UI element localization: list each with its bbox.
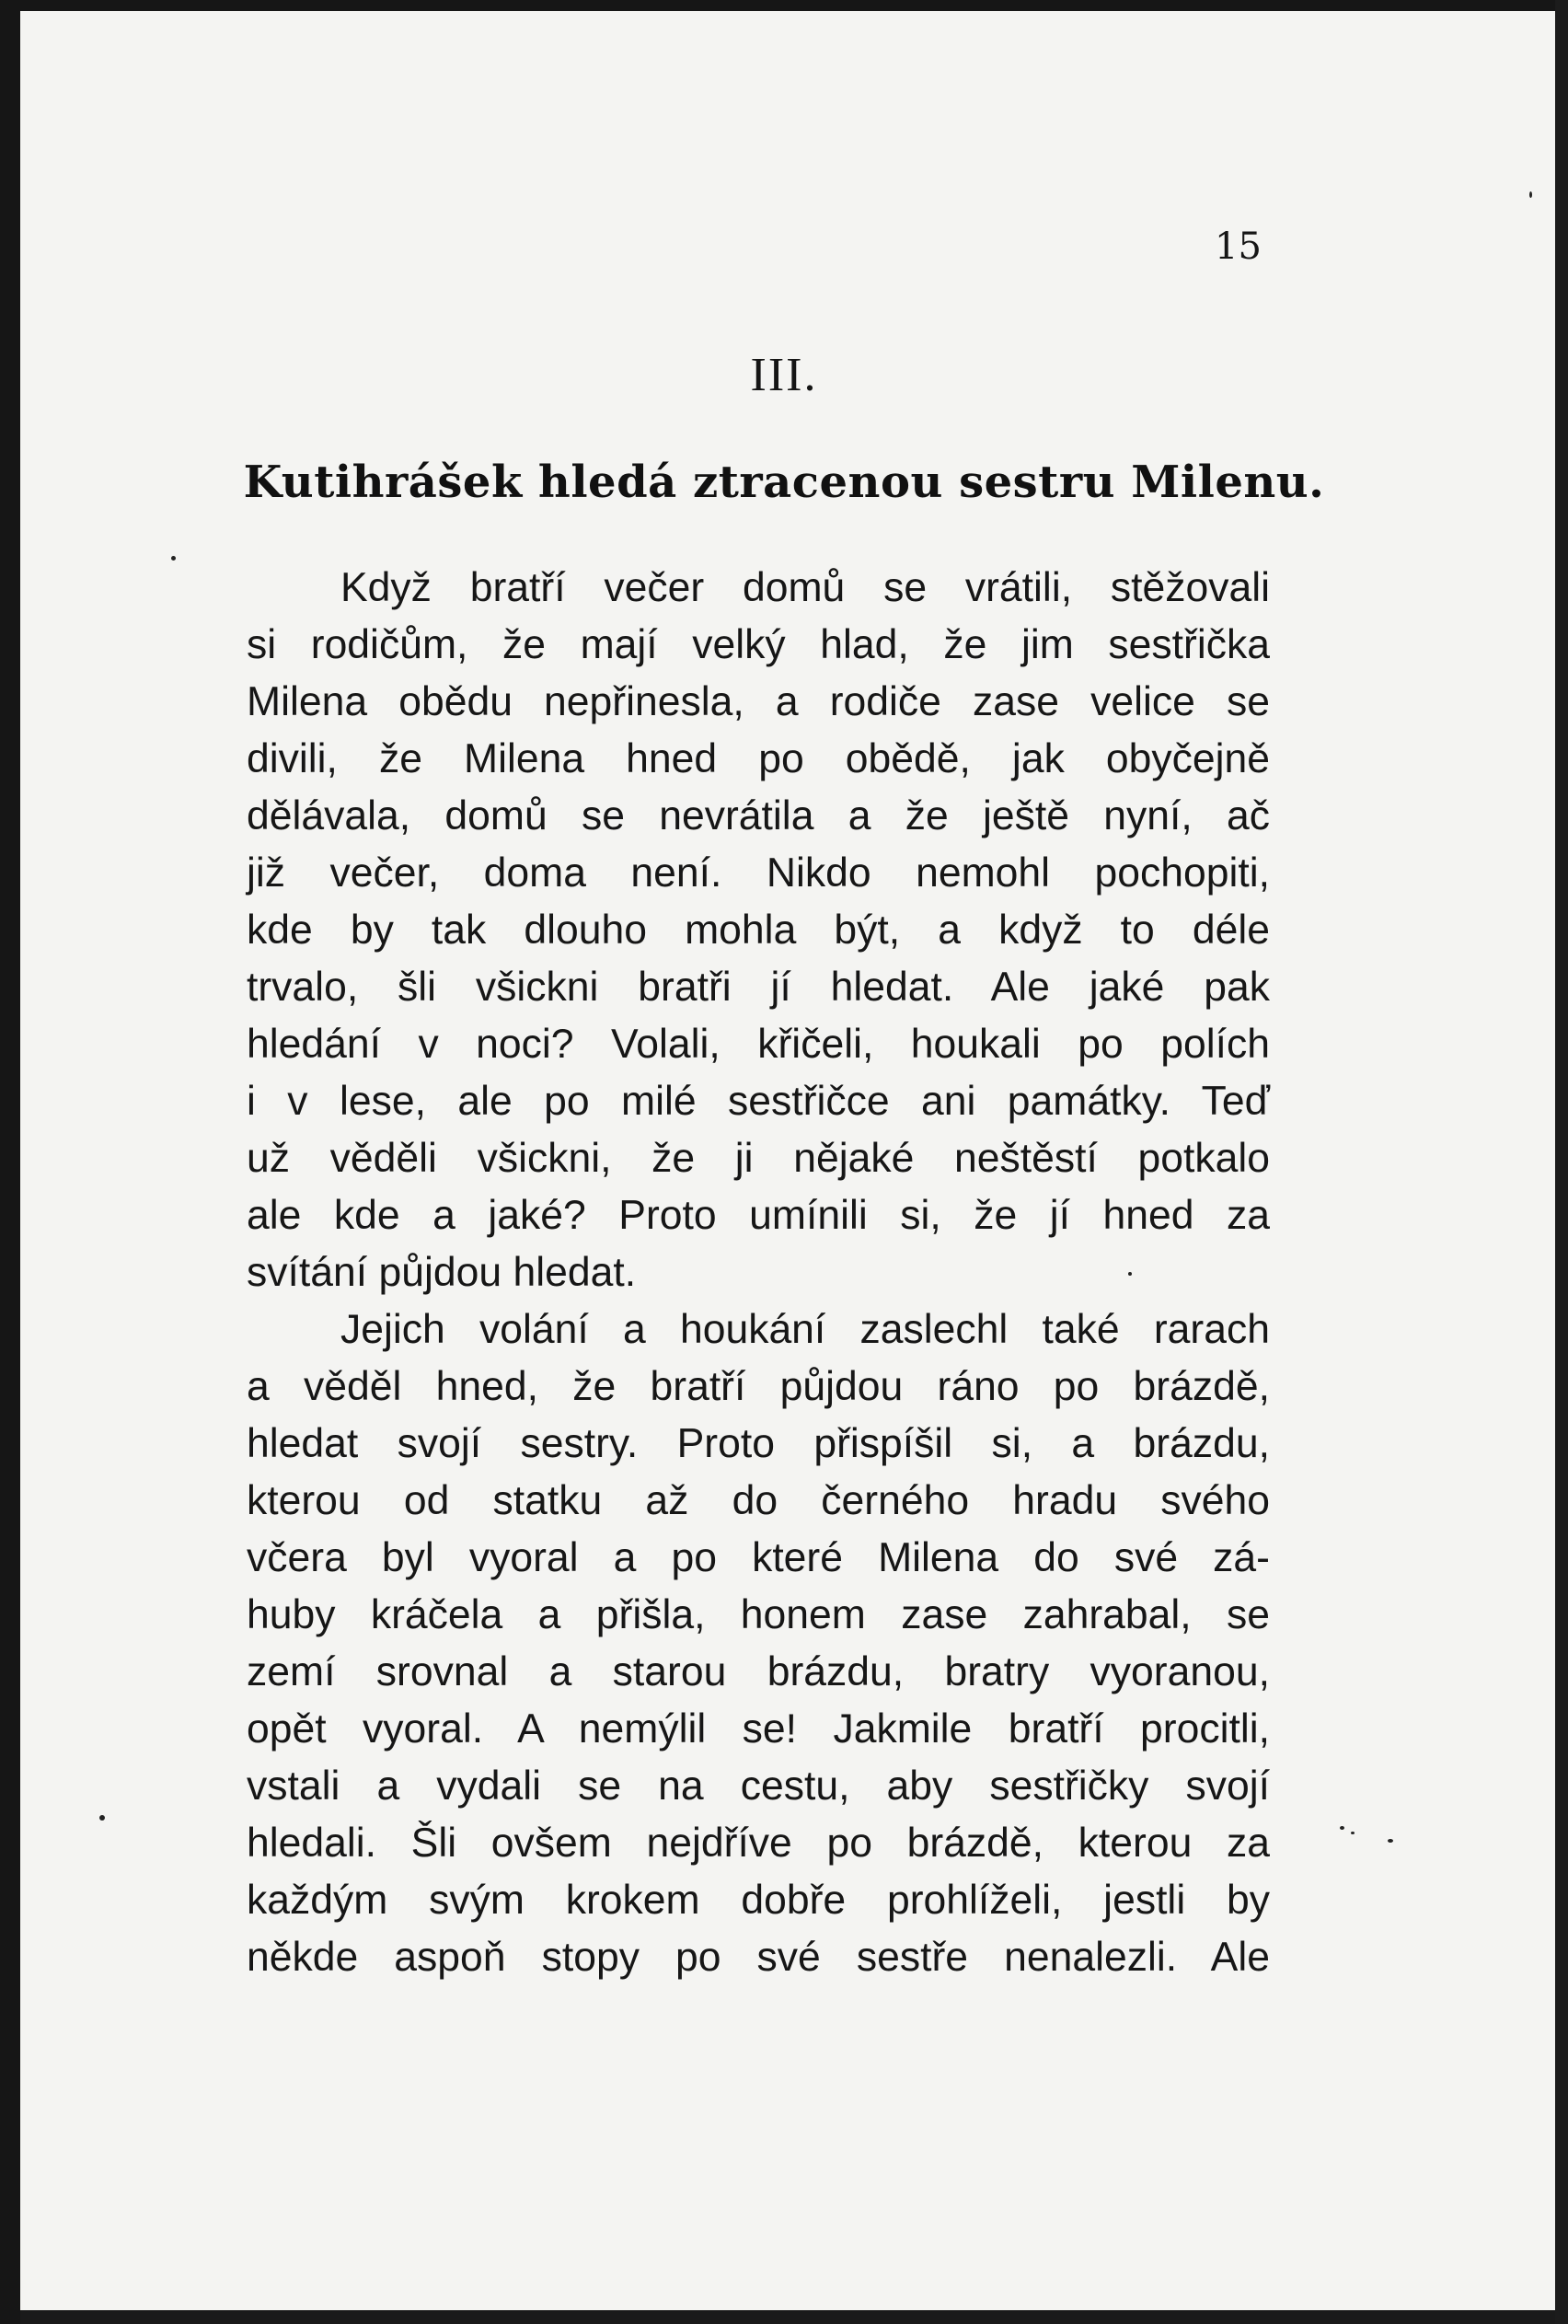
- text-line: hledání v noci? Volali, křičeli, houkali po polích: [247, 1022, 1270, 1067]
- scan-speck: [1128, 1272, 1132, 1276]
- text-line: dělávala, domů se nevrátila a že ještě nyní, ač: [247, 793, 1270, 838]
- chapter-number: III.: [750, 349, 818, 401]
- text-line: trvalo, šli všickni bratři jí hledat. Ale jaké pak: [247, 965, 1270, 1010]
- text-line: kde by tak dlouho mohla být, a když to déle: [247, 908, 1270, 953]
- text-line: hledali. Šli ovšem nejdříve po brázdě, kterou za: [247, 1821, 1270, 1866]
- text-line: Jejich volání a houkání zaslechl také rarach: [340, 1307, 1270, 1352]
- text-line: už věděli všickni, že ji nějaké neštěstí potkalo: [247, 1136, 1270, 1181]
- text-line: ale kde a jaké? Proto umínili si, že jí hned za: [247, 1193, 1270, 1238]
- scan-speck: [99, 1815, 105, 1821]
- text-line: vstali a vydali se na cestu, aby sestřičky svojí: [247, 1763, 1270, 1809]
- text-line: divili, že Milena hned po obědě, jak obyčejně: [247, 736, 1270, 781]
- text-line: zemí srovnal a starou brázdu, bratry vyoranou,: [247, 1649, 1270, 1694]
- text-line: huby kráčela a přišla, honem zase zahrabal, se: [247, 1592, 1270, 1637]
- text-line: někde aspoň stopy po své sestře nenalezli. Ale: [247, 1935, 1270, 1980]
- text-line: Milena obědu nepřinesla, a rodiče zase velice se: [247, 679, 1270, 724]
- text-line: si rodičům, že mají velký hlad, že jim sestřička: [247, 622, 1270, 667]
- text-line: Když bratří večer domů se vrátili, stěžovali: [340, 565, 1270, 610]
- text-line: každým svým krokem dobře prohlíželi, jestli by: [247, 1878, 1270, 1923]
- text-line: a věděl hned, že bratří půjdou ráno po brázdě,: [247, 1364, 1270, 1409]
- body-text: [247, 560, 1270, 1986]
- page-number: 15: [1215, 225, 1262, 268]
- text-line: opět vyoral. A nemýlil se! Jakmile bratří procitli,: [247, 1706, 1270, 1752]
- scan-speck: [1388, 1839, 1393, 1843]
- text-line: včera byl vyoral a po které Milena do své zá-: [247, 1535, 1270, 1580]
- scan-speck: [1340, 1826, 1344, 1830]
- scan-speck: [171, 556, 176, 561]
- scan-speck: [1351, 1832, 1355, 1834]
- text-line: hledat svojí sestry. Proto přispíšil si, a brázdu,: [247, 1421, 1270, 1466]
- text-line: kterou od statku až do černého hradu svého: [247, 1478, 1270, 1523]
- text-line: svítání půjdou hledat.: [247, 1250, 637, 1295]
- chapter-title: Kutihrášek hledá ztracenou sestru Milenu.: [243, 457, 1325, 508]
- text-line: již večer, doma není. Nikdo nemohl pochopiti,: [247, 850, 1270, 896]
- scan-speck: [1529, 191, 1532, 198]
- text-line: i v lese, ale po milé sestřičce ani památky. Teď: [247, 1079, 1270, 1124]
- scan-border-top: [0, 0, 1568, 11]
